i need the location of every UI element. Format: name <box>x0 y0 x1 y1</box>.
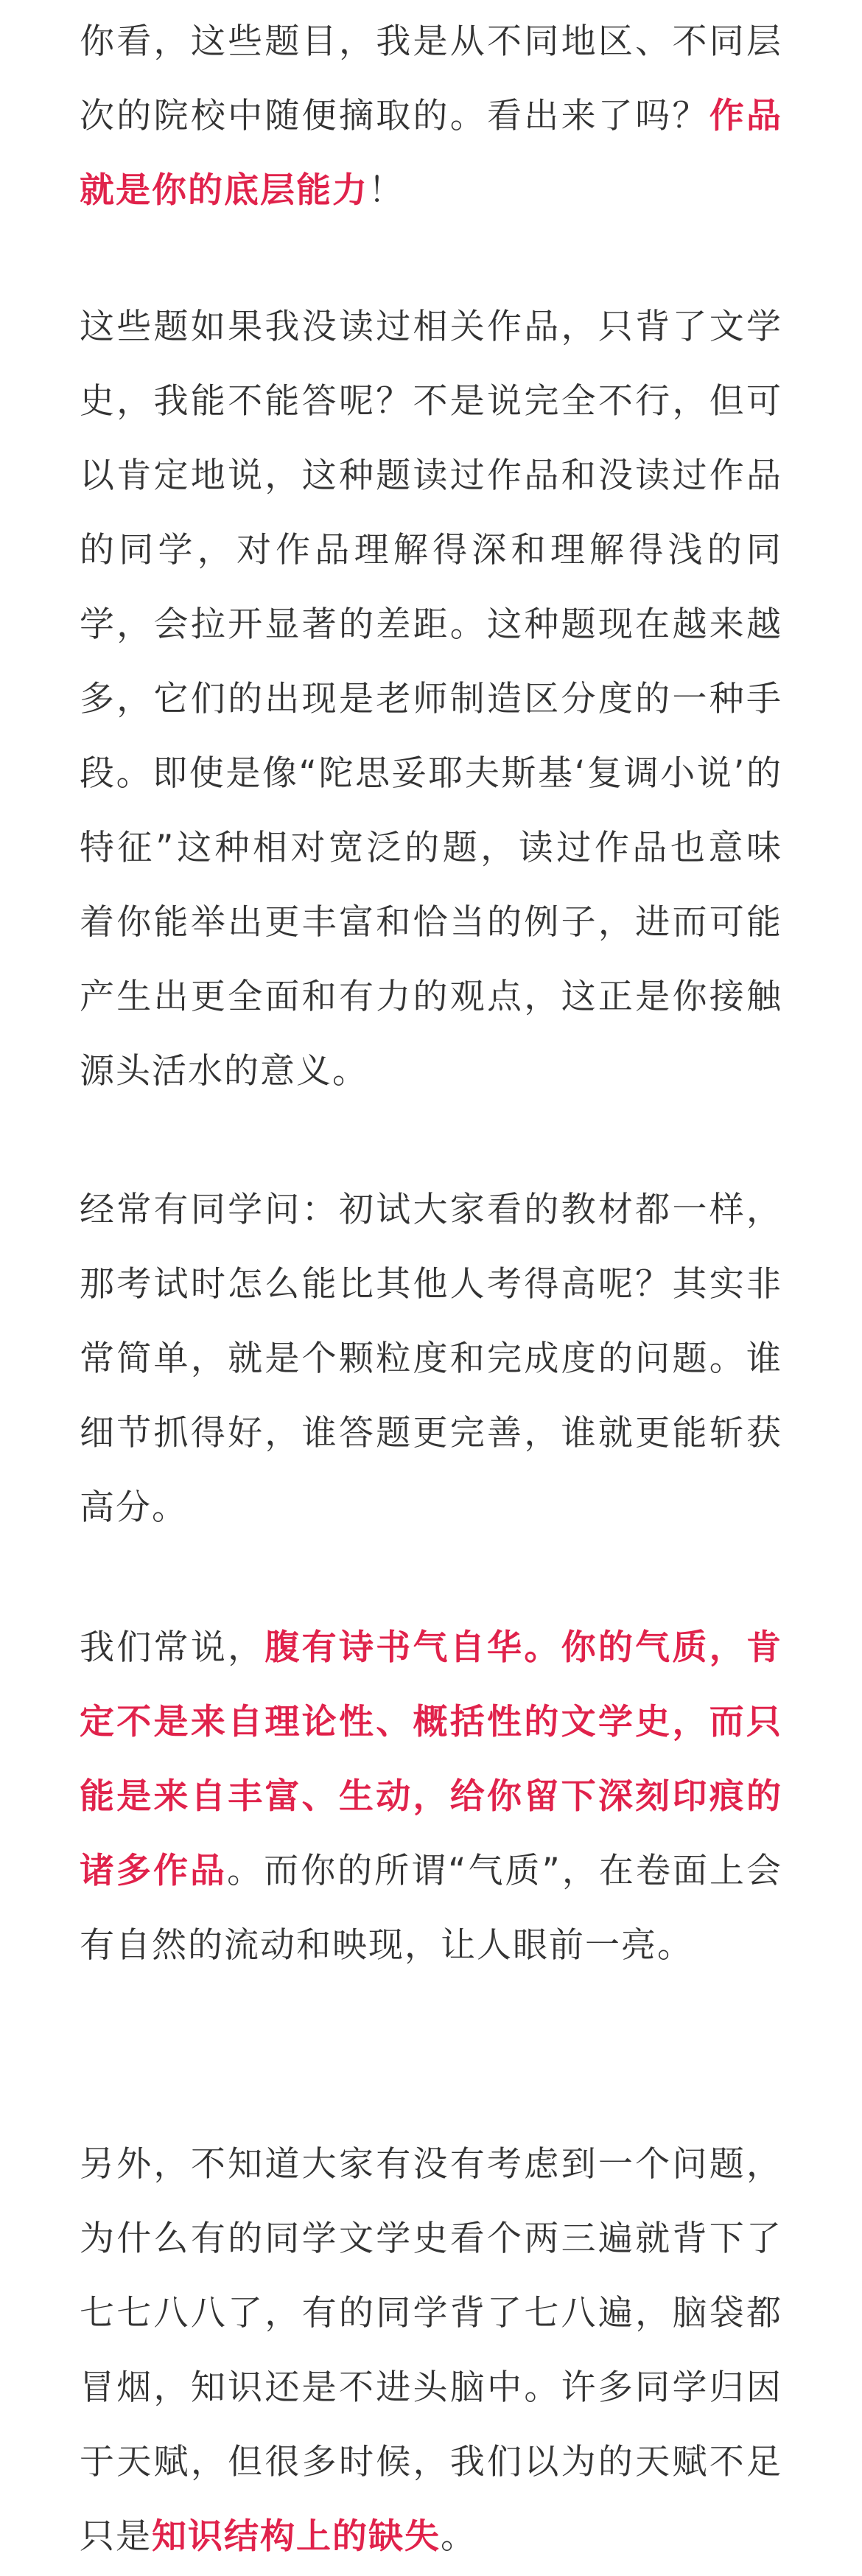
paragraph-3 <box>80 1173 782 1545</box>
paragraph-4 <box>80 1610 782 1983</box>
paragraph-4-text-b: 。而你的所谓“气质”，在卷面上会有自然的流动和映现，让人眼前一亮。 <box>80 1851 782 1966</box>
paragraph-4-text-a: 我们常说， <box>80 1627 265 1668</box>
paragraph-5-text-a: 另外，不知道大家有没有考虑到一个问题，为什么有的同学文学史看个两三遍就背下了七七八八了，有的同学背了七八遍，脑袋都冒烟，知识还是不进头脑中。许多同学归因于天赋，但很多时候，我们以为的天赋不足只是 <box>80 2144 782 2557</box>
paragraph-2-text: 这些题如果我没读过相关作品，只背了文学史，我能不能答呢？不是说完全不行，但可以肯定地说，这种题读过作品和没读过作品的同学，对作品理解得深和理解得浅的同学，会拉开显著的差距。这种题现在越来越多，它们的出现是老师制造区分度的一种手段。即使是像“陀思妥耶夫斯基‘复调小说’的特征”这种相对宽泛的题，读过作品也意味着你能举出更丰富和恰当的例子，进而可能产生出更全面和有力的观点，这正是你接触源头活水的意义。 <box>80 307 782 1092</box>
paragraph-1-highlight: 作品就是你的底层能力 <box>80 96 783 211</box>
paragraph-5 <box>80 2127 782 2574</box>
paragraph-3-text: 经常有同学问：初试大家看的教材都一样，那考试时怎么能比其他人考得高呢？其实非常简单，就是个颗粒度和完成度的问题。谁细节抓得好，谁答题更完善，谁就更能斩获高分。 <box>80 1190 782 1528</box>
paragraph-2 <box>80 290 782 1109</box>
paragraph-5-highlight: 知识结构上的缺失 <box>152 2516 441 2557</box>
paragraph-1-text-a: 你看，这些题目，我是从不同地区、不同层次的院校中随便摘取的。看出来了吗？ <box>80 21 782 136</box>
paragraph-1-text-b: ！ <box>368 170 404 211</box>
paragraph-1 <box>80 4 782 228</box>
paragraph-4-highlight: 腹有诗书气自华。你的气质，肯定不是来自理论性、概括性的文学史，而只能是来自丰富、生动，给你留下深刻印痕的诸多作品 <box>80 1627 783 1891</box>
paragraph-5-text-b: 。 <box>441 2516 477 2557</box>
